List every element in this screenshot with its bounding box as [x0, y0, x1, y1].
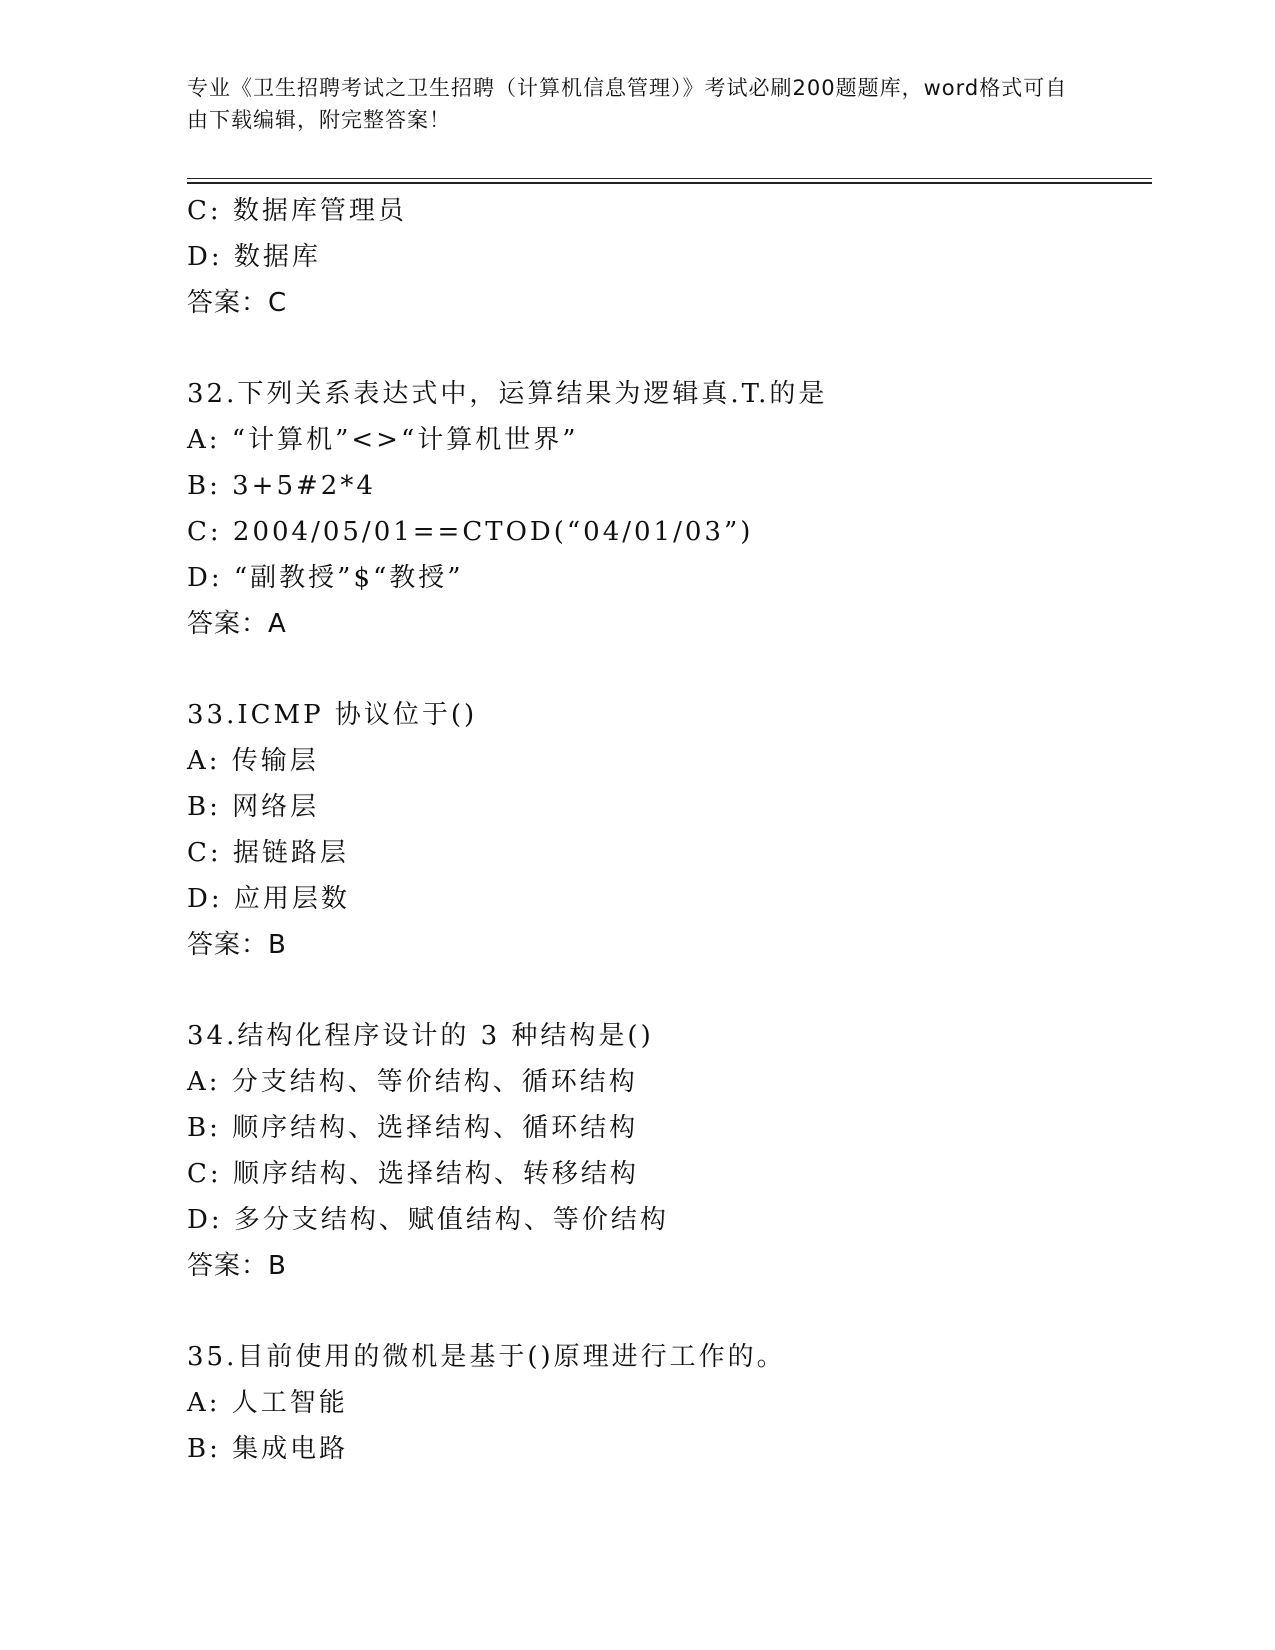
spacer [187, 968, 1147, 1013]
option-d: D: “副教授”$“教授” [187, 563, 464, 593]
spacer [187, 326, 1147, 371]
option-d: D: 多分支结构、赋值结构、等价结构 [187, 1205, 669, 1235]
answer-line: 答案：C [187, 288, 288, 318]
question-block-prev [187, 188, 1147, 326]
header-divider-thick [187, 182, 1152, 184]
option-b: B: 顺序结构、选择结构、循环结构 [187, 1113, 639, 1143]
option-c: C: 据链路层 [187, 838, 349, 868]
question-block-32 [187, 371, 1147, 647]
header-divider-thin [187, 178, 1152, 179]
option-a: A: 分支结构、等价结构、循环结构 [187, 1067, 638, 1097]
option-d: D: 应用层数 [187, 884, 350, 914]
option-d: D: 数据库 [187, 242, 321, 272]
question-stem: 33.ICMP 协议位于() [187, 700, 478, 730]
question-block-33 [187, 692, 1147, 968]
option-c: C: 顺序结构、选择结构、转移结构 [187, 1159, 639, 1189]
question-block-34 [187, 1013, 1147, 1289]
question-stem: 35.目前使用的微机是基于()原理进行工作的。 [187, 1342, 786, 1372]
question-stem: 32.下列关系表达式中，运算结果为逻辑真.T.的是 [187, 379, 828, 409]
question-block-35 [187, 1334, 1147, 1472]
spacer [187, 1289, 1147, 1334]
question-stem: 34.结构化程序设计的 3 种结构是() [187, 1021, 654, 1051]
option-a: A: 人工智能 [187, 1388, 348, 1418]
answer-line: 答案：B [187, 1251, 287, 1281]
option-a: A: 传输层 [187, 746, 319, 776]
option-c: C: 2004/05/01==CTOD(“04/01/03”) [187, 517, 754, 547]
spacer [187, 647, 1147, 692]
option-b: B: 网络层 [187, 792, 320, 822]
question-list [187, 188, 1147, 1472]
answer-line: 答案：B [187, 930, 287, 960]
answer-line: 答案：A [187, 609, 287, 639]
option-b: B: 3+5#2*4 [187, 471, 376, 501]
option-a: A: “计算机”<>“计算机世界” [187, 425, 579, 455]
document-header: 专业《卫生招聘考试之卫生招聘（计算机信息管理）》考试必刷200题题库，word格式可自由下载编辑，附完整答案！ [187, 76, 1068, 132]
option-b: B: 集成电路 [187, 1434, 349, 1464]
option-c: C: 数据库管理员 [187, 196, 407, 226]
